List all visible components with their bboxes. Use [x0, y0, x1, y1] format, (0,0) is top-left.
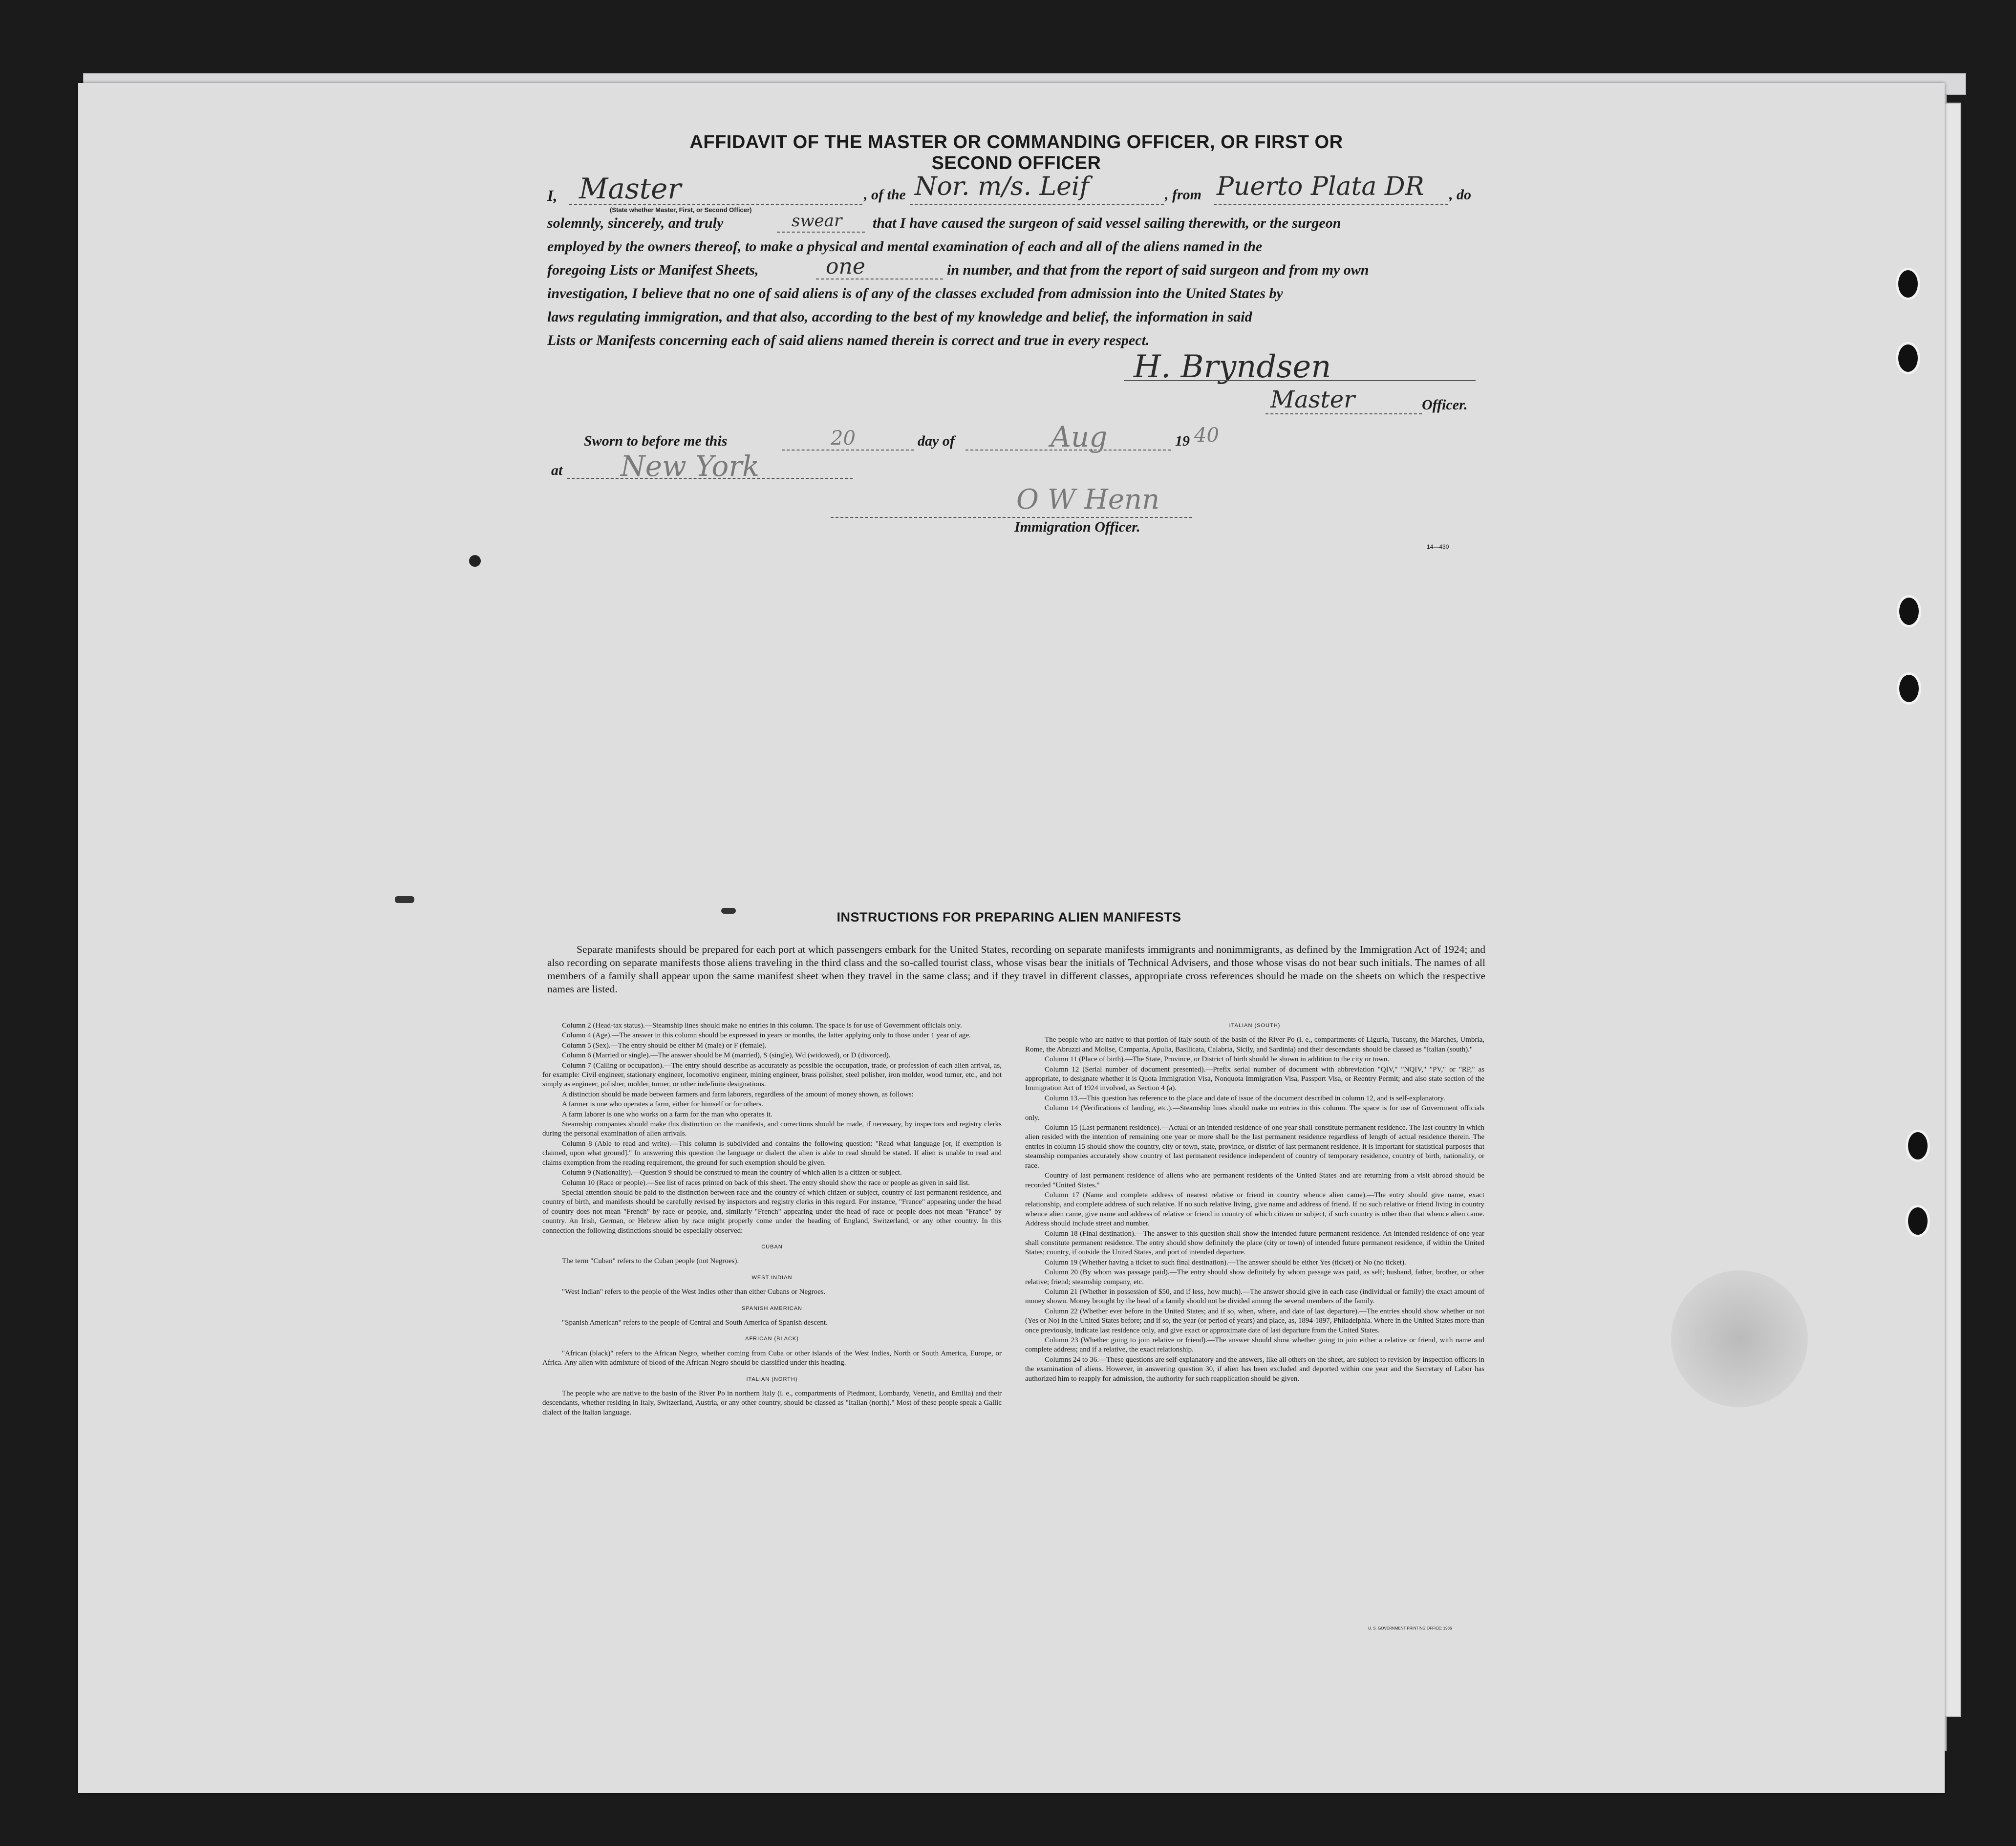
instruction-paragraph: Column 14 (Verifications of landing, etc.).—Steamship lines should make no entries in this column. The space is for use of Government officials only.: [1025, 1104, 1484, 1122]
port-underline: [1214, 204, 1448, 205]
paper-smudge: [1671, 1270, 1808, 1407]
instructions-title: INSTRUCTIONS FOR PREPARING ALIEN MANIFESTS: [836, 910, 1181, 924]
punch-hole: [1897, 595, 1921, 627]
instruction-paragraph: Column 11 (Place of birth).—The State, Province, or District of birth should be shown in addition to the city or town.: [1045, 1055, 1390, 1064]
form-number: 14—430: [1427, 543, 1449, 550]
instruction-paragraph: Column 15 (Last permanent residence).—Actual or an intended residence of one year shall constitute permanent residence. The last country in which alien resided with the intention of remaining one year or more shall be the last permanent residence regardless of length of actual residence therein. The entries in column 15 should show the country, city or town, state, province, or district of last permanent residence. It is important for statistical purposes that steamship companies accurately show country of last permanent residence independent of country of temporary residence, country of birth, nationality, or race.: [1025, 1124, 1484, 1170]
officer-rank-handwritten: Master: [1270, 386, 1355, 413]
label-solemnly: solemnly, sincerely, and truly: [547, 215, 724, 231]
ink-dot: [469, 555, 481, 567]
signature-underline: [1124, 380, 1476, 381]
instruction-paragraph: Column 13.—This question has reference to the place and date of issue of the document described in column 12, and is self-explanatory.: [1045, 1094, 1445, 1102]
handwritten-month: Aug: [1051, 420, 1108, 453]
handwritten-count: one: [826, 254, 865, 279]
handwritten-place: New York: [621, 450, 760, 483]
handwritten-port: Puerto Plata DR: [1217, 172, 1424, 201]
instruction-paragraph: Column 7 (Calling or occupation).—The entry should describe as accurately as possible the occupation, trade, or profession of each alien arrival, as, for example: Civil engineer, stationary engineer, locomotive engineer, mining engineer, brass polisher, steel polisher, iron molder, wood turner, etc., and not simply as engineer, polisher, molder, turner, or other indefinite designations.: [542, 1061, 1002, 1089]
instruction-paragraph: Country of last permanent residence of aliens who are permanent residents of the United States and are returning from a visit abroad should be recorded "United States.": [1025, 1172, 1484, 1189]
label-of-the: , of the: [864, 187, 906, 203]
affidavit-line-5: investigation, I believe that no one of said aliens is of any of the classes excluded from admission into the United States by: [547, 285, 1283, 301]
handwritten-day: 20: [831, 427, 856, 450]
section-heading: AFRICAN (BLACK): [745, 1336, 799, 1342]
punch-hole: [1906, 1205, 1930, 1237]
instruction-paragraph: Column 6 (Married or single).—The answer should be M (married), S (single), Wd (widowed), or D (divorced).: [562, 1052, 891, 1060]
ink-mark: [395, 896, 414, 903]
label-officer: Officer.: [1422, 397, 1468, 413]
immigration-officer-underline: [831, 517, 1192, 518]
instruction-paragraph: Column 10 (Race or people).—See list of races printed on back of this sheet. The entry should show the race or people as given in said list.: [562, 1179, 970, 1187]
punch-hole: [1896, 268, 1920, 300]
label-at: at: [551, 462, 563, 478]
affidavit-line-4b: in number, and that from the report of said surgeon and from my own: [947, 262, 1369, 278]
instruction-paragraph: Columns 24 to 36.—These questions are self-explanatory and the answers, like all others on the sheet, are subject to revision by inspection officers in the examination of aliens. However, in answering question 30, if alien has been excluded and deported within one year and the Secretary of Labor has authorized him to reapply for admission, the authority for such reapplication should be given.: [1025, 1355, 1484, 1383]
instruction-paragraph: Column 12 (Serial number of document presented).—Prefix serial number of document with abbreviation "QIV," "NQIV," "PV," or "RP," as appropriate, to designate whether it is Quota Immigration Visa, Nonquota Immigration Visa, Passport Visa, or Reentry Permit; and also state section of the Immigration Act of 1924 involved, as Section 4 (a).: [1025, 1065, 1484, 1093]
section-heading: ITALIAN (NORTH): [746, 1376, 798, 1382]
instruction-paragraph: Column 20 (By whom was passage paid).—The entry should show definitely by whom passage was paid, as self; husband, father, brother, or other relative; friend; steamship company, etc.: [1025, 1268, 1484, 1286]
immigration-officer-signature: O W Henn: [1016, 484, 1160, 515]
label-i: I,: [547, 187, 558, 204]
instruction-paragraph: Column 23 (Whether going to join relative or friend).—The answer should show whether going to join either a relative or friend, with name and complete address; and if a relative, the exact relationship.: [1025, 1336, 1484, 1354]
section-heading: CUBAN: [761, 1244, 783, 1250]
section-text: The term "Cuban" refers to the Cuban people (not Negroes).: [562, 1257, 739, 1266]
printer-note: U. S. GOVERNMENT PRINTING OFFICE: 1936: [1368, 1626, 1452, 1631]
instruction-paragraph: A farm laborer is one who works on a farm for the man who operates it.: [562, 1110, 772, 1118]
instruction-paragraph: Special attention should be paid to the distinction between race and the country of which citizen or subject, country of last permanent residence, and country of birth, and manifests should be carefully revised by inspectors and registry clerks in this regard. For instance, "France" appearing under the head of country does not mean "French" by race or people, and, similarly "French" appearing under the head of race or people does not mean "France" by country. An Irish, German, or Hebrew alien by race might properly come under the heading of England, Switzerland, or any other country. In this connection the following distinctions should be especially observed:: [542, 1188, 1002, 1235]
affidavit-line-6: laws regulating immigration, and that also, according to the best of my knowledge and belief, the information in said: [547, 309, 1252, 325]
label-year-prefix: 19: [1175, 433, 1190, 449]
instruction-paragraph: Column 5 (Sex).—The entry should be either M (male) or F (female).: [562, 1041, 767, 1050]
label-do: , do: [1449, 187, 1471, 203]
instruction-paragraph: Column 21 (Whether in possession of $50, and if less, how much).—The answer should give in each case (individual or family) the exact amount of money shown. Money brought by the head of a family should not be divided among the several members of the family.: [1025, 1288, 1484, 1306]
instruction-paragraph: Column 22 (Whether ever before in the United States; and if so, when, where, and date of last departure).—The entries should show whether or not (Yes or No) in the United States before; and if so, the year (or period of years) and place, as, 1894-1897, Philadelphia. Where in the United States more than once previously, indicate last residence only, and give exact or approximate date of last departure from the United States.: [1025, 1307, 1484, 1334]
instruction-paragraph: A distinction should be made between farmers and farm laborers, regardless of the amount of money shown, as follows:: [562, 1090, 914, 1098]
instruction-paragraph: Column 17 (Name and complete address of nearest relative or friend in country whence alien came).—The entry should give name, exact relationship, and complete address of such relative. If no such relative living, give name and address of friend. If no such relative or friend living in country whence alien came, give name and address of relative or friend in country of which citizen or subject, if such country is other than that whence alien came. Address should include street and number.: [1025, 1191, 1484, 1228]
master-signature: H. Bryndsen: [1134, 349, 1331, 385]
handwritten-year: 40: [1194, 424, 1219, 447]
section-heading: ITALIAN (SOUTH): [1229, 1023, 1281, 1029]
instruction-paragraph: Column 18 (Final destination).—The answer to this question shall show the intended future permanent residence. An intended residence of one year shall constitute permanent residence. The entry should show definitely the place (city or town) of intended future permanent residence, if within the United States; country, if outside the United States, and port of intended departure.: [1025, 1229, 1484, 1257]
label-day-of: day of: [918, 433, 955, 449]
affidavit-line-3: employed by the owners thereof, to make a physical and mental examination of each and all of the aliens named in the: [547, 238, 1263, 255]
affidavit-line-4a: foregoing Lists or Manifest Sheets,: [547, 262, 759, 278]
instruction-paragraph: Column 19 (Whether having a ticket to such final destination).—The answer should be either Yes (ticket) or No (no ticket).: [1045, 1258, 1406, 1266]
label-immigration-officer: Immigration Officer.: [1014, 519, 1140, 535]
instruction-paragraph: Column 8 (Able to read and write).—This column is subdivided and contains the following question: "Read what language [or, if exemption is claimed, upon what ground]." In answering this question the language or dialect the alien is able to read should be stated. If alien is unable to read and claims exemption from the reading requirement, the ground for such exemption should be given.: [542, 1139, 1002, 1167]
section-text: "African (black)" refers to the African Negro, whether coming from Cuba or other islands of the West Indies, North or South America, Europe, or Africa. Any alien with admixture of blood of the African Negro should be classified under this heading.: [542, 1349, 1002, 1367]
instructions-right-column: [1025, 1021, 1484, 1384]
note-state-whether: (State whether Master, First, or Second Officer): [610, 206, 752, 214]
handwritten-swear: swear: [792, 211, 842, 231]
instruction-paragraph: Column 2 (Head-tax status).—Steamship lines should make no entries in this column. The space is for use of Government officials only.: [562, 1022, 962, 1030]
instruction-paragraph: Steamship companies should make this distinction on the manifests, and corrections should be made, if necessary, by inspectors and registry clerks during the personal examination of alien arrivals.: [542, 1120, 1002, 1138]
section-heading: WEST INDIAN: [751, 1274, 793, 1281]
punch-hole: [1896, 342, 1920, 374]
affidavit-line-2-rest: that I have caused the surgeon of said vessel sailing therewith, or the surgeon: [873, 215, 1341, 231]
instruction-paragraph: A farmer is one who operates a farm, either for himself or for others.: [562, 1100, 763, 1109]
instruction-paragraph: The people who are native to that portion of Italy south of the basin of the River Po (i. e., compartments of Liguria, Tuscany, the Marches, Umbria, Rome, the Abruzzi and Molise, Campania, Apulia, Basilicata, Calabria, Sicily, and Sardinia) and their descendants should be classed as "Italian (south).": [1025, 1036, 1484, 1053]
handwritten-rank: Master: [579, 172, 682, 205]
officer-underline: [1265, 413, 1422, 414]
vessel-underline: [910, 204, 1164, 205]
handwritten-vessel: Nor. m/s. Leif: [915, 172, 1089, 201]
punch-hole: [1906, 1130, 1930, 1162]
section-text: The people who are native to the basin of the River Po in northern Italy (i. e., compartments of Piedmont, Lombardy, Venetia, and Emilia) and their descendants, whether residing in Italy, Switzerland, Austria, or any other country, should be classed as "Italian (north)." Most of these people speak a Gallic dialect of the Italian language.: [542, 1390, 1002, 1417]
swear-underline: [777, 232, 865, 233]
instructions-left-column: [542, 1021, 1002, 1418]
day-underline: [782, 450, 914, 451]
section-heading: SPANISH AMERICAN: [742, 1305, 802, 1311]
section-text: "West Indian" refers to the people of the West Indies other than either Cubans or Negroes.: [562, 1288, 826, 1296]
affidavit-line-7: Lists or Manifests concerning each of said aliens named therein is correct and true in every respect.: [547, 332, 1150, 348]
punch-hole: [1897, 672, 1921, 705]
instruction-paragraph: Column 9 (Nationality).—Question 9 should be construed to mean the country of which alien is a citizen or subject.: [562, 1169, 902, 1177]
instruction-paragraph: Column 4 (Age).—The answer in this column should be expressed in years or months, the latter applying only to those under 1 year of age.: [562, 1031, 971, 1040]
affidavit-title: AFFIDAVIT OF THE MASTER OR COMMANDING OFFICER, OR FIRST OR SECOND OFFICER: [689, 132, 1343, 173]
label-sworn: Sworn to before me this: [584, 433, 728, 449]
instructions-intro: Separate manifests should be prepared for each port at which passengers embark for the United States, recording on separate manifests immigrants and nonimmigrants, as defined by the Immigration Act of 1924; and also recording on separate manifests those aliens traveling in the third class and the so-called tourist class, whose visas bear the initials of Technical Advisers, and those whose visas do not bear such initials. The names of all members of a family shall appear upon the same manifest sheet when they travel in the same class; and if they travel in different classes, appropriate cross references should be made on the sheets on which the respective names are listed.: [547, 944, 1485, 995]
label-from: , from: [1165, 187, 1201, 203]
section-text: "Spanish American" refers to the people of Central and South America of Spanish descent.: [562, 1318, 828, 1327]
